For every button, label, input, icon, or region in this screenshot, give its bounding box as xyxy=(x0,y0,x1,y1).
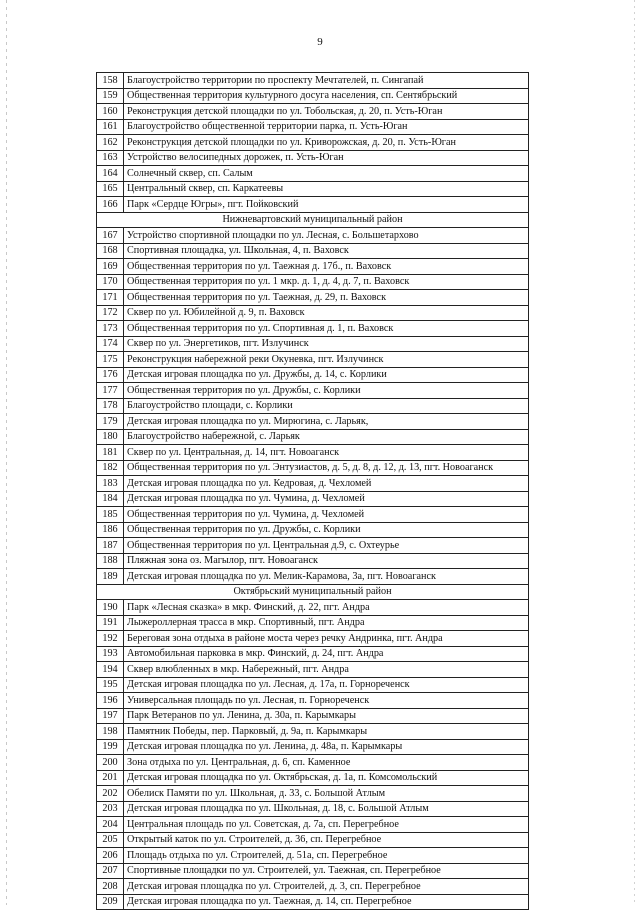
table-row xyxy=(97,228,529,244)
row-description: Общественная территория по ул. Энтузиастов, д. 5, д. 8, д. 12, д. 13, пгт. Новоаганск xyxy=(124,460,529,476)
row-description: Реконструкция набережной реки Окуневка, пгт. Излучинск xyxy=(124,352,529,368)
table-row xyxy=(97,646,529,662)
row-number: 171 xyxy=(97,290,124,306)
table-row xyxy=(97,414,529,430)
table-row xyxy=(97,786,529,802)
row-number: 172 xyxy=(97,305,124,321)
row-number: 166 xyxy=(97,197,124,213)
row-description: Парк «Лесная сказка» в мкр. Финский, д. 22, пгт. Андра xyxy=(124,600,529,616)
row-description: Детская игровая площадка по ул. Чумина, д. Чехломей xyxy=(124,491,529,507)
row-description: Общественная территория по ул. Дружбы, с. Корлики xyxy=(124,383,529,399)
row-description: Детская игровая площадка по ул. Строителей, д. 3, сп. Перегребное xyxy=(124,879,529,895)
row-number: 173 xyxy=(97,321,124,337)
row-number: 181 xyxy=(97,445,124,461)
table-row xyxy=(97,879,529,895)
row-number: 158 xyxy=(97,73,124,89)
table-row xyxy=(97,677,529,693)
row-number: 205 xyxy=(97,832,124,848)
row-number: 194 xyxy=(97,662,124,678)
row-number: 207 xyxy=(97,863,124,879)
row-description: Детская игровая площадка по ул. Октябрьская, д. 1а, п. Комсомольский xyxy=(124,770,529,786)
row-description: Общественная территория по ул. Чумина, д. Чехломей xyxy=(124,507,529,523)
row-description: Детская игровая площадка по ул. Мирюгина, с. Ларьяк, xyxy=(124,414,529,430)
row-number: 168 xyxy=(97,243,124,259)
table-row xyxy=(97,274,529,290)
row-number: 184 xyxy=(97,491,124,507)
row-description: Лыжероллерная трасса в мкр. Спортивный, пгт. Андра xyxy=(124,615,529,631)
row-number: 170 xyxy=(97,274,124,290)
table-row xyxy=(97,708,529,724)
table-row xyxy=(97,693,529,709)
row-description: Памятник Победы, пер. Парковый, д. 9а, п. Карымкары xyxy=(124,724,529,740)
table-body xyxy=(97,73,529,910)
row-description: Устройство спортивной площадки по ул. Лесная, с. Большетархово xyxy=(124,228,529,244)
table-row xyxy=(97,88,529,104)
row-number: 204 xyxy=(97,817,124,833)
row-number: 201 xyxy=(97,770,124,786)
table-row xyxy=(97,600,529,616)
table-row xyxy=(97,476,529,492)
table-row xyxy=(97,383,529,399)
row-description: Реконструкция детской площадки по ул. Тобольская, д. 20, п. Усть-Юган xyxy=(124,104,529,120)
table-row xyxy=(97,460,529,476)
row-description: Благоустройство общественной территории парка, п. Усть-Юган xyxy=(124,119,529,135)
row-number: 169 xyxy=(97,259,124,275)
row-number: 180 xyxy=(97,429,124,445)
table-row xyxy=(97,615,529,631)
row-description: Сквер влюбленных в мкр. Набережный, пгт. Андра xyxy=(124,662,529,678)
table-row xyxy=(97,398,529,414)
row-number: 202 xyxy=(97,786,124,802)
row-description: Благоустройство площади, с. Корлики xyxy=(124,398,529,414)
table-row xyxy=(97,166,529,182)
row-number: 196 xyxy=(97,693,124,709)
row-description: Благоустройство набережной, с. Ларьяк xyxy=(124,429,529,445)
row-description: Площадь отдыха по ул. Строителей, д. 51а, сп. Перегребное xyxy=(124,848,529,864)
row-number: 192 xyxy=(97,631,124,647)
row-number: 200 xyxy=(97,755,124,771)
row-number: 179 xyxy=(97,414,124,430)
row-description: Спортивные площадки по ул. Строителей, ул. Таежная, сп. Перегребное xyxy=(124,863,529,879)
row-description: Зона отдыха по ул. Центральная, д. 6, сп. Каменное xyxy=(124,755,529,771)
row-description: Универсальная площадь по ул. Лесная, п. Горнореченск xyxy=(124,693,529,709)
table-row xyxy=(97,104,529,120)
row-description: Спортивная площадка, ул. Школьная, 4, п. Ваховск xyxy=(124,243,529,259)
section-title: Нижневартовский муниципальный район xyxy=(97,212,529,228)
row-description: Центральная площадь по ул. Советская, д. 7а, сп. Перегребное xyxy=(124,817,529,833)
row-description: Детская игровая площадка по ул. Кедровая, д. Чехломей xyxy=(124,476,529,492)
table-row xyxy=(97,553,529,569)
row-description: Общественная территория по ул. Спортивная д. 1, п. Ваховск xyxy=(124,321,529,337)
row-number: 198 xyxy=(97,724,124,740)
row-description: Пляжная зона оз. Магылор, пгт. Новоаганск xyxy=(124,553,529,569)
table-row xyxy=(97,662,529,678)
row-number: 185 xyxy=(97,507,124,523)
row-number: 191 xyxy=(97,615,124,631)
row-description: Обелиск Памяти по ул. Школьная, д. 33, с. Большой Атлым xyxy=(124,786,529,802)
row-description: Детская игровая площадка по ул. Таежная, д. 14, сп. Перегребное xyxy=(124,894,529,910)
row-description: Реконструкция детской площадки по ул. Криворожская, д. 20, п. Усть-Юган xyxy=(124,135,529,151)
scan-right-edge xyxy=(634,0,635,905)
table-row xyxy=(97,119,529,135)
row-number: 199 xyxy=(97,739,124,755)
table-row xyxy=(97,243,529,259)
row-number: 176 xyxy=(97,367,124,383)
row-description: Общественная территория по ул. Дружбы, с. Корлики xyxy=(124,522,529,538)
row-description: Центральный сквер, сп. Каркатеевы xyxy=(124,181,529,197)
object-list-table xyxy=(96,72,529,910)
row-number: 163 xyxy=(97,150,124,166)
row-description: Автомобильная парковка в мкр. Финский, д. 24, пгт. Андра xyxy=(124,646,529,662)
row-number: 160 xyxy=(97,104,124,120)
row-number: 197 xyxy=(97,708,124,724)
table-row xyxy=(97,73,529,89)
row-description: Устройство велосипедных дорожек, п. Усть-Юган xyxy=(124,150,529,166)
row-number: 206 xyxy=(97,848,124,864)
table-row xyxy=(97,259,529,275)
table-row xyxy=(97,522,529,538)
row-description: Общественная территория культурного досуга населения, сп. Сентябрьский xyxy=(124,88,529,104)
table-row xyxy=(97,336,529,352)
row-description: Детская игровая площадка по ул. Ленина, д. 48а, п. Карымкары xyxy=(124,739,529,755)
table-row xyxy=(97,197,529,213)
table-row xyxy=(97,429,529,445)
page-number: 9 xyxy=(317,36,323,48)
table-row xyxy=(97,150,529,166)
row-number: 182 xyxy=(97,460,124,476)
row-number: 186 xyxy=(97,522,124,538)
row-description: Общественная территория по ул. 1 мкр. д. 1, д. 4, д. 7, п. Ваховск xyxy=(124,274,529,290)
table-row xyxy=(97,445,529,461)
row-number: 175 xyxy=(97,352,124,368)
row-number: 177 xyxy=(97,383,124,399)
row-number: 208 xyxy=(97,879,124,895)
row-description: Общественная территория по ул. Таежная д. 17б., п. Ваховск xyxy=(124,259,529,275)
table-row xyxy=(97,538,529,554)
row-description: Сквер по ул. Центральная, д. 14, пгт. Новоаганск xyxy=(124,445,529,461)
row-number: 189 xyxy=(97,569,124,585)
row-number: 174 xyxy=(97,336,124,352)
table-row xyxy=(97,801,529,817)
row-number: 161 xyxy=(97,119,124,135)
row-number: 195 xyxy=(97,677,124,693)
row-number: 203 xyxy=(97,801,124,817)
table-row xyxy=(97,290,529,306)
row-number: 159 xyxy=(97,88,124,104)
row-description: Детская игровая площадка по ул. Мелик-Карамова, 3а, пгт. Новоаганск xyxy=(124,569,529,585)
table-row xyxy=(97,739,529,755)
table-row xyxy=(97,507,529,523)
row-description: Детская игровая площадка по ул. Лесная, д. 17а, п. Горнореченск xyxy=(124,677,529,693)
section-header-row xyxy=(97,212,529,228)
table-row xyxy=(97,305,529,321)
table-row xyxy=(97,724,529,740)
table-row xyxy=(97,352,529,368)
table-row xyxy=(97,569,529,585)
table-row xyxy=(97,631,529,647)
row-description: Общественная территория по ул. Таежная, д. 29, п. Ваховск xyxy=(124,290,529,306)
table-row xyxy=(97,367,529,383)
table-row xyxy=(97,863,529,879)
table-row xyxy=(97,135,529,151)
table-row xyxy=(97,832,529,848)
table-row xyxy=(97,770,529,786)
row-number: 162 xyxy=(97,135,124,151)
table-row xyxy=(97,817,529,833)
row-number: 209 xyxy=(97,894,124,910)
row-number: 178 xyxy=(97,398,124,414)
table-row xyxy=(97,848,529,864)
row-description: Парк Ветеранов по ул. Ленина, д. 30а, п. Карымкары xyxy=(124,708,529,724)
row-number: 164 xyxy=(97,166,124,182)
row-description: Сквер по ул. Энергетиков, пгт. Излучинск xyxy=(124,336,529,352)
row-number: 187 xyxy=(97,538,124,554)
section-title: Октябрьский муниципальный район xyxy=(97,584,529,600)
row-description: Солнечный сквер, сп. Салым xyxy=(124,166,529,182)
row-description: Детская игровая площадка по ул. Школьная, д. 18, с. Большой Атлым xyxy=(124,801,529,817)
row-number: 193 xyxy=(97,646,124,662)
row-number: 183 xyxy=(97,476,124,492)
table-row xyxy=(97,755,529,771)
table-row xyxy=(97,181,529,197)
row-description: Детская игровая площадка по ул. Дружбы, д. 14, с. Корлики xyxy=(124,367,529,383)
row-description: Благоустройство территории по проспекту Мечтателей, п. Сингапай xyxy=(124,73,529,89)
row-description: Парк «Сердце Югры», пгт. Пойковский xyxy=(124,197,529,213)
row-number: 167 xyxy=(97,228,124,244)
row-description: Сквер по ул. Юбилейной д. 9, п. Ваховск xyxy=(124,305,529,321)
table-row xyxy=(97,321,529,337)
table-row xyxy=(97,491,529,507)
row-description: Общественная территория по ул. Центральная д.9, с. Охтеурье xyxy=(124,538,529,554)
row-number: 165 xyxy=(97,181,124,197)
row-description: Открытый каток по ул. Строителей, д. 36, сп. Перегребное xyxy=(124,832,529,848)
row-number: 188 xyxy=(97,553,124,569)
row-description: Береговая зона отдыха в районе моста через речку Андринка, пгт. Андра xyxy=(124,631,529,647)
section-header-row xyxy=(97,584,529,600)
scan-left-edge xyxy=(6,0,7,905)
row-number: 190 xyxy=(97,600,124,616)
table-row xyxy=(97,894,529,910)
